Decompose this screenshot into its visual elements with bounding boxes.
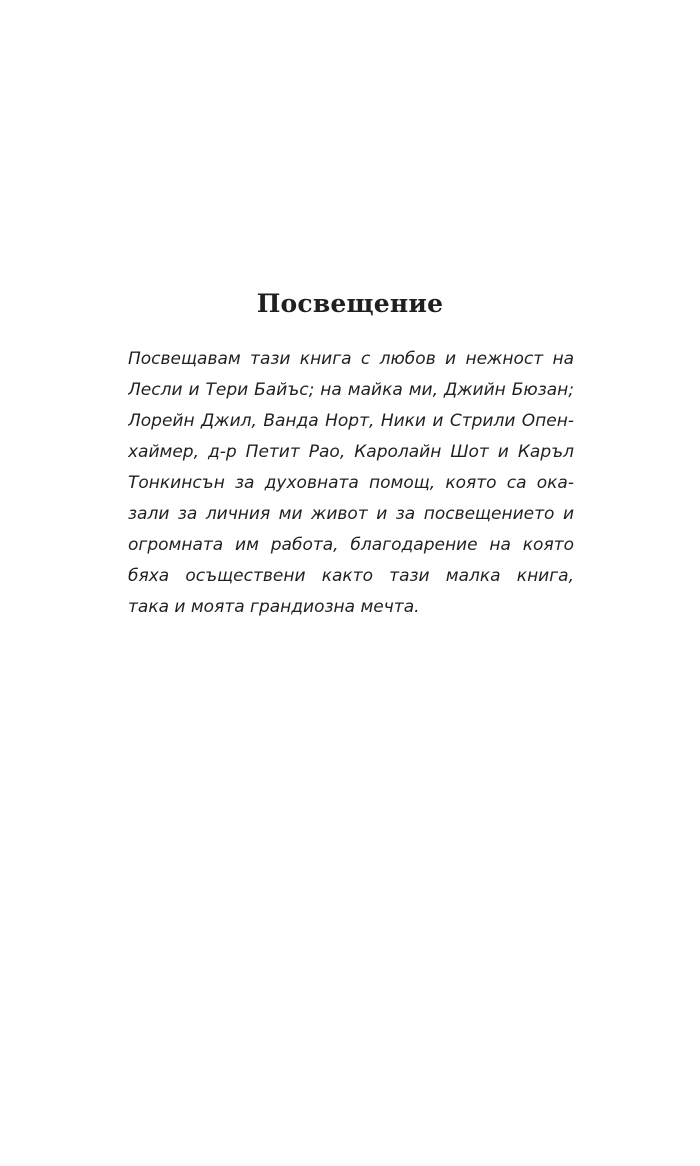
text-line: Лесли и Тери Байъс; на майка ми, Джийн Бюзан; [128, 380, 574, 400]
text-line: Тонкинсън за духовната помощ, която са ока- [128, 473, 574, 493]
text-line: Посвещавам тази книга с любов и нежност на [128, 349, 574, 369]
page-title: Посвещение [256, 289, 444, 318]
text-line: Лорейн Джил, Ванда Норт, Ники и Стрили Опен- [128, 411, 574, 431]
text-line: така и моята грандиозна мечта. [128, 597, 420, 617]
text-line: зали за личния ми живот и за посвещението и [128, 504, 574, 524]
text-line: огромната им работа, благодарение на която [128, 535, 574, 555]
text-line: бяха осъществени както тази малка книга, [128, 566, 574, 586]
text-line: хаймер, д-р Петит Рао, Каролайн Шот и Каръл [128, 442, 574, 462]
dedication-paragraph [128, 344, 574, 623]
